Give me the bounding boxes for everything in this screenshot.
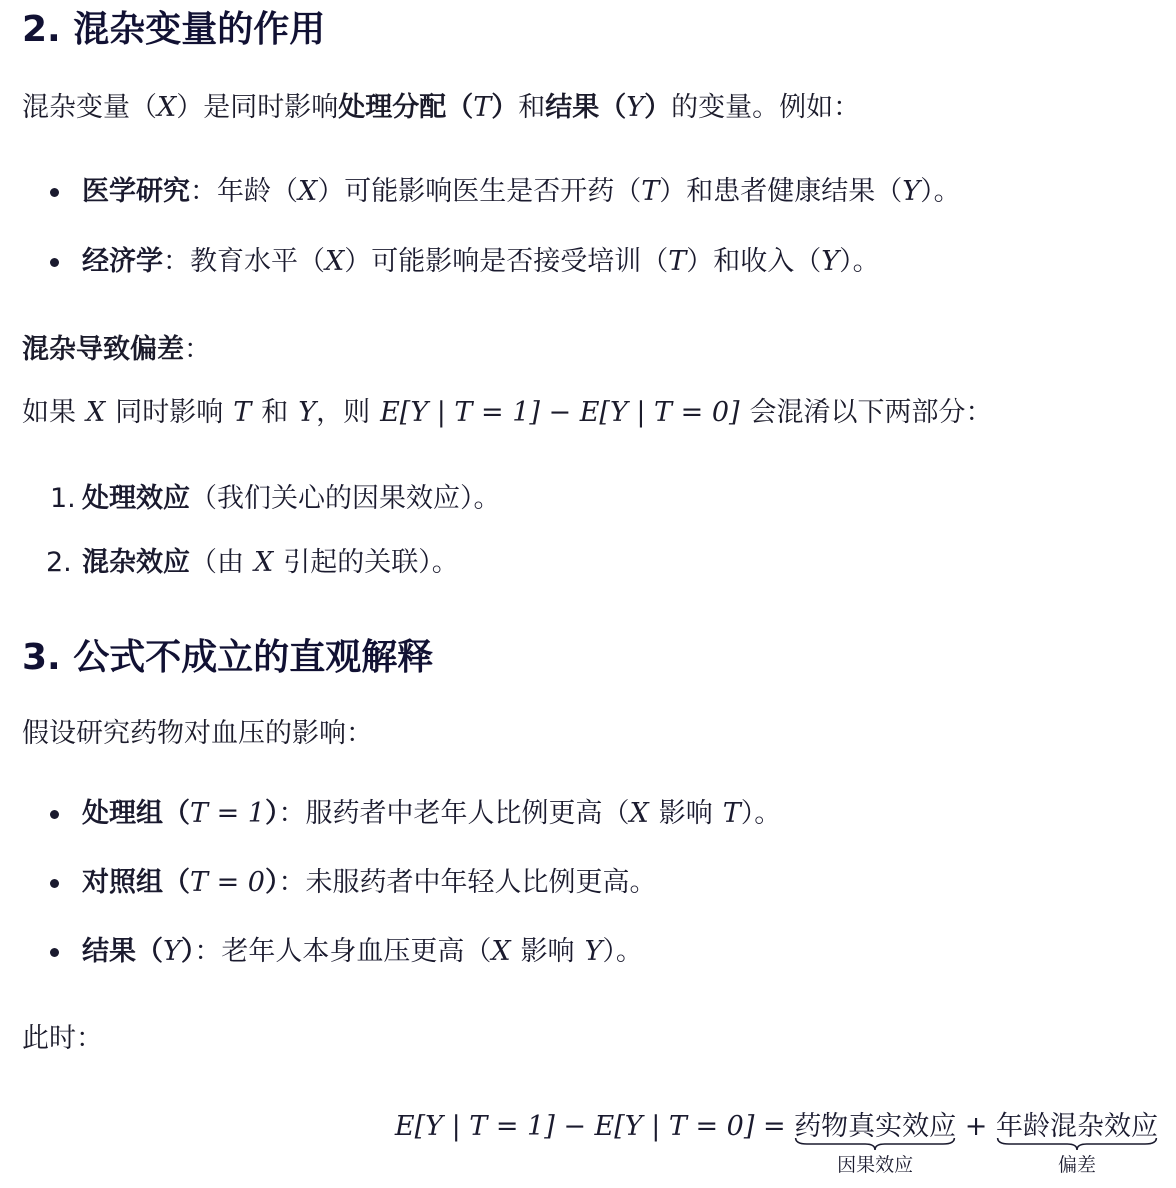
bullet-icon [50,188,59,197]
underbrace-icon [794,1137,956,1151]
bullet-icon [50,879,59,888]
list-item: 结果（Y）：老年人本身血压更高（X 影响 Y）。 [22,938,1122,968]
section-2-intro: 混杂变量（X）是同时影响处理分配（T）和结果（Y）的变量。例如： [22,92,861,123]
list-item: 经济学：教育水平（X）可能影响是否接受培训（T）和收入（Y）。 [22,248,1122,278]
section-3-intro: 假设研究药物对血压的影响： [22,718,373,749]
underbrace-icon [996,1137,1158,1151]
underbrace-bias: 年龄混杂效应 偏差 [996,1111,1158,1176]
bias-line: 如果 X 同时影响 T 和 Y，则 E[Y | T = 1] − E[Y | T = 0] 会混淆以下两部分： [22,397,993,428]
math-x: X [157,92,177,123]
bullet-icon [50,810,59,819]
bias-heading: 混杂导致偏差： [22,334,211,365]
list-item: 对照组（T = 0）：未服药者中年轻人比例更高。 [22,869,1122,899]
math-y: Y [626,92,645,123]
bullet-icon [50,948,59,957]
list-item: 处理组（T = 1）：服药者中老年人比例更高（X 影响 T）。 [22,800,1122,830]
list-item: 1. 处理效应（我们关心的因果效应）。 [50,483,501,514]
list-item: 2. 混杂效应（由 X 引起的关联）。 [46,547,459,578]
list-item: 医学研究：年龄（X）可能影响医生是否开药（T）和患者健康结果（Y）。 [22,178,1122,208]
section-2-title: 2. 混杂变量的作用 [22,9,326,50]
underbrace-causal: 药物真实效应 因果效应 [794,1111,957,1176]
math-expression: E[Y | T = 1] − E[Y | T = 0] [380,397,740,428]
section-3-title: 3. 公式不成立的直观解释 [22,637,434,678]
then-label: 此时： [22,1023,103,1054]
bullet-icon [50,258,59,267]
display-formula: E[Y | T = 1] − E[Y | T = 0] = 药物真实效应 因果效应 + 年龄混杂效应 偏差 [22,1104,1158,1184]
math-t: T [473,92,492,123]
